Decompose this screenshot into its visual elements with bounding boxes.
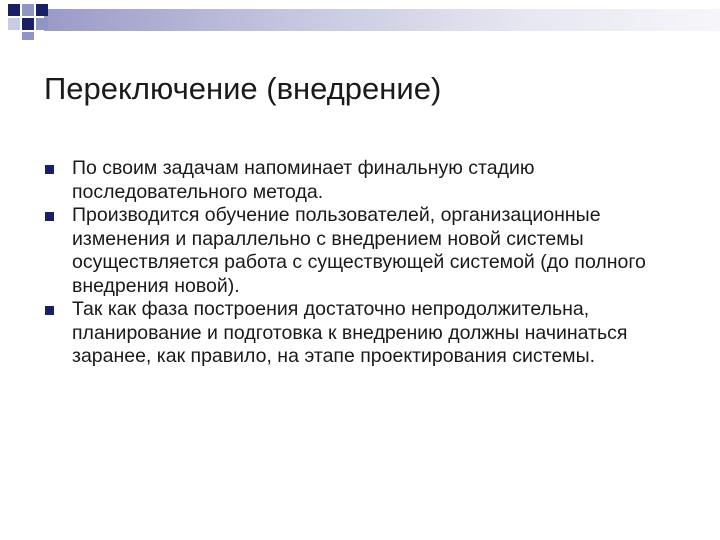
decor-square-icon	[22, 18, 34, 30]
slide-title: Переключение (внедрение)	[44, 71, 442, 106]
decor-square-icon	[8, 4, 20, 16]
bullet-text: Производится обучение пользователей, организационные изменения и параллельно с внедрением новой системы осуществляется работа с существующей системой (до полного внедрения новой).	[72, 204, 646, 297]
square-bullet-icon	[45, 306, 54, 315]
bullet-item	[44, 298, 694, 369]
square-bullet-icon	[45, 165, 54, 174]
decor-square-icon	[36, 18, 48, 30]
bullet-list	[44, 157, 694, 369]
decor-square-icon	[36, 4, 48, 16]
square-bullet-icon	[45, 212, 54, 221]
decor-square-icon	[8, 18, 20, 30]
decor-square-icon	[22, 32, 34, 40]
bullet-item	[44, 157, 694, 204]
header-decoration	[0, 0, 720, 40]
bullet-text: По своим задачам напоминает финальную стадию последовательного метода.	[72, 157, 535, 203]
bullet-item	[44, 204, 694, 298]
header-gradient-bar	[44, 9, 720, 31]
bullet-text: Так как фаза построения достаточно непродолжительна, планирование и подготовка к внедрению должны начинаться заранее, как правило, на этапе проектирования системы.	[72, 298, 628, 367]
decor-square-icon	[22, 4, 34, 16]
